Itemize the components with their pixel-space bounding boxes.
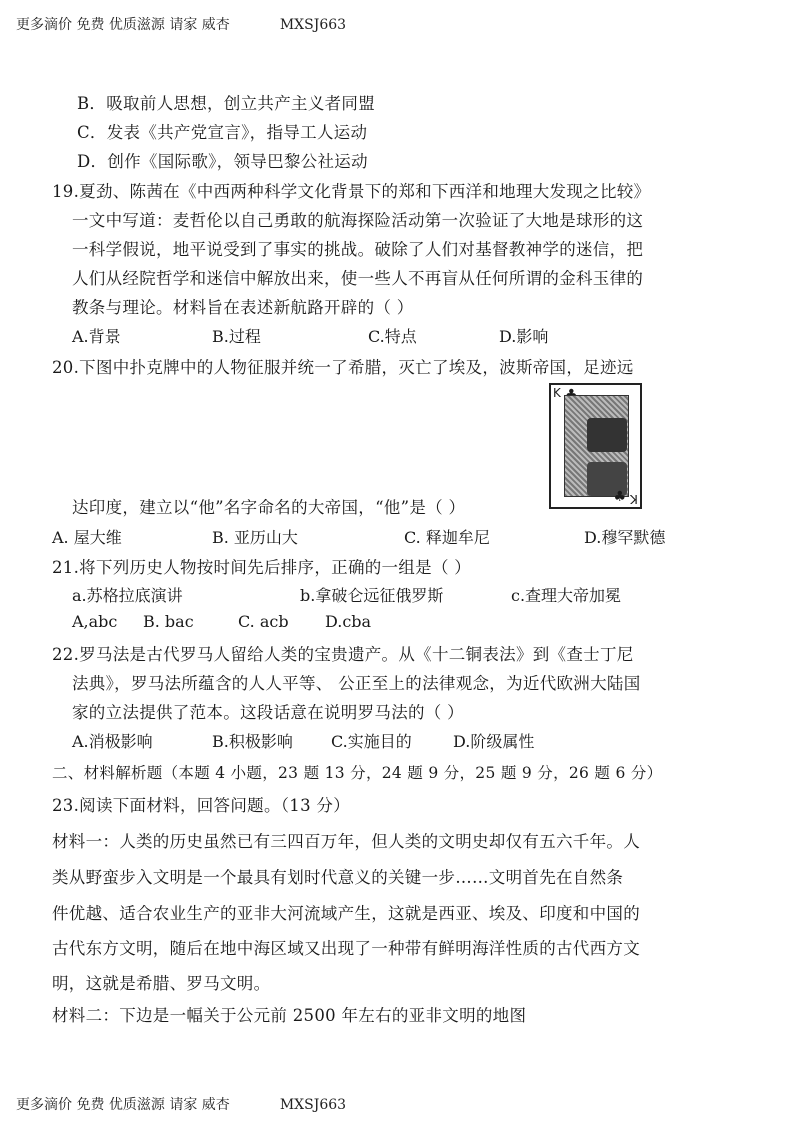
q21-option-a: A,abc: [72, 612, 118, 631]
q19-option-d: D.影响: [499, 327, 549, 346]
q19-option-c: C.特点: [368, 327, 417, 346]
q19-line-4: 人们从经院哲学和迷信中解放出来，使一些人不再盲从任何所谓的金科玉律的: [72, 269, 644, 288]
footer-text: 更多滴价 免费 优质滋源 请家 威杏: [16, 1097, 230, 1113]
q18-option-b: B．吸取前人思想，创立共产主义者同盟: [77, 94, 376, 113]
q22-line-2: 法典》，罗马法所蕴含的人人平等、 公正至上的法律观念，为近代欧洲大陆国: [72, 674, 641, 693]
card-rank-bottom: K: [630, 492, 638, 506]
q22-line-1: 22.罗马法是古代罗马人留给人类的宝贵遗产。从《十二铜表法》到《查士丁尼: [52, 645, 634, 664]
q23-title: 23.阅读下面材料，回答问题。（13 分）: [52, 796, 351, 815]
q21-item-a: a.苏格拉底演讲: [72, 586, 183, 605]
q21-option-d: D.cba: [325, 612, 372, 631]
king-figure: [564, 395, 629, 497]
q20-option-d: D.穆罕默德: [584, 528, 666, 547]
q22-line-3: 家的立法提供了范本。这段话意在说明罗马法的（ ）: [72, 703, 464, 722]
q19-line-5: 教条与理论。材料旨在表述新航路开辟的（ ）: [72, 298, 414, 317]
q20-line-2: 达印度，建立以“他”名字命名的大帝国，“他”是（ ）: [72, 498, 466, 517]
q21-item-b: b.拿破仑远征俄罗斯: [300, 586, 444, 605]
q20-line-1: 20.下图中扑克牌中的人物征服并统一了希腊，灭亡了埃及，波斯帝国，足迹远: [52, 358, 634, 377]
q23-material1-line-3: 件优越、适合农业生产的亚非大河流域产生，这就是西亚、埃及、印度和中国的: [52, 904, 640, 923]
q20-option-c: C. 释迦牟尼: [404, 528, 490, 547]
page-header: [16, 14, 346, 34]
q22-option-b: B.积极影响: [212, 732, 293, 751]
q18-option-d: D．创作《国际歌》，领导巴黎公社运动: [77, 152, 368, 171]
q23-material1-line-2: 类从野蛮步入文明是一个最具有划时代意义的关键一步……文明首先在自然条: [52, 868, 624, 887]
q19-line-1: 19.夏劲、陈茜在《中西两种科学文化背景下的郑和下西洋和地理大发现之比较》: [52, 182, 651, 201]
q20-option-b: B. 亚历山大: [212, 528, 298, 547]
q21-option-b: B. bac: [143, 612, 194, 631]
q19-line-3: 一科学假说，地平说受到了事实的挑战。破除了人们对基督教神学的迷信，把: [72, 240, 644, 259]
header-code: MXSJ663: [279, 17, 347, 33]
footer-code: MXSJ663: [279, 1097, 347, 1113]
playing-card-image: [549, 383, 642, 509]
q19-line-2: 一文中写道：麦哲伦以自己勇敢的航海探险活动第一次验证了大地是球形的这: [72, 211, 644, 230]
king-face-top: [587, 418, 627, 452]
q23-material1-line-4: 古代东方文明，随后在地中海区域又出现了一种带有鲜明海洋性质的古代西方文: [52, 939, 640, 958]
q21-line: 21.将下列历史人物按时间先后排序，正确的一组是（ ）: [52, 558, 472, 577]
q23-material1-line-5: 明，这就是希腊、罗马文明。: [52, 974, 271, 993]
q21-option-c: C. acb: [238, 612, 289, 631]
q19-option-b: B.过程: [212, 327, 261, 346]
q22-option-c: C.实施目的: [331, 732, 412, 751]
q18-option-c: C．发表《共产党宣言》，指导工人运动: [77, 123, 368, 142]
q19-option-a: A.背景: [72, 327, 121, 346]
section-2-heading: 二、材料解析题（本题 4 小题，23 题 13 分，24 题 9 分，25 题 9 分，26 题 6 分）: [52, 764, 663, 782]
q21-item-c: c.查理大帝加冕: [511, 586, 622, 605]
header-text: 更多滴价 免费 优质滋源 请家 威杏: [16, 17, 230, 33]
card-rank-top: K: [553, 386, 561, 400]
club-suit-icon: ♣: [613, 489, 626, 505]
q23-material1-line-1: 材料一：人类的历史虽然已有三四百万年，但人类的文明史却仅有五六千年。人: [52, 832, 640, 851]
q23-material2: 材料二：下边是一幅关于公元前 2500 年左右的亚非文明的地图: [52, 1006, 527, 1025]
q22-option-d: D.阶级属性: [453, 732, 535, 751]
q20-option-a: A. 屋大维: [52, 528, 122, 547]
page-footer: [16, 1094, 346, 1114]
q22-option-a: A.消极影响: [72, 732, 153, 751]
